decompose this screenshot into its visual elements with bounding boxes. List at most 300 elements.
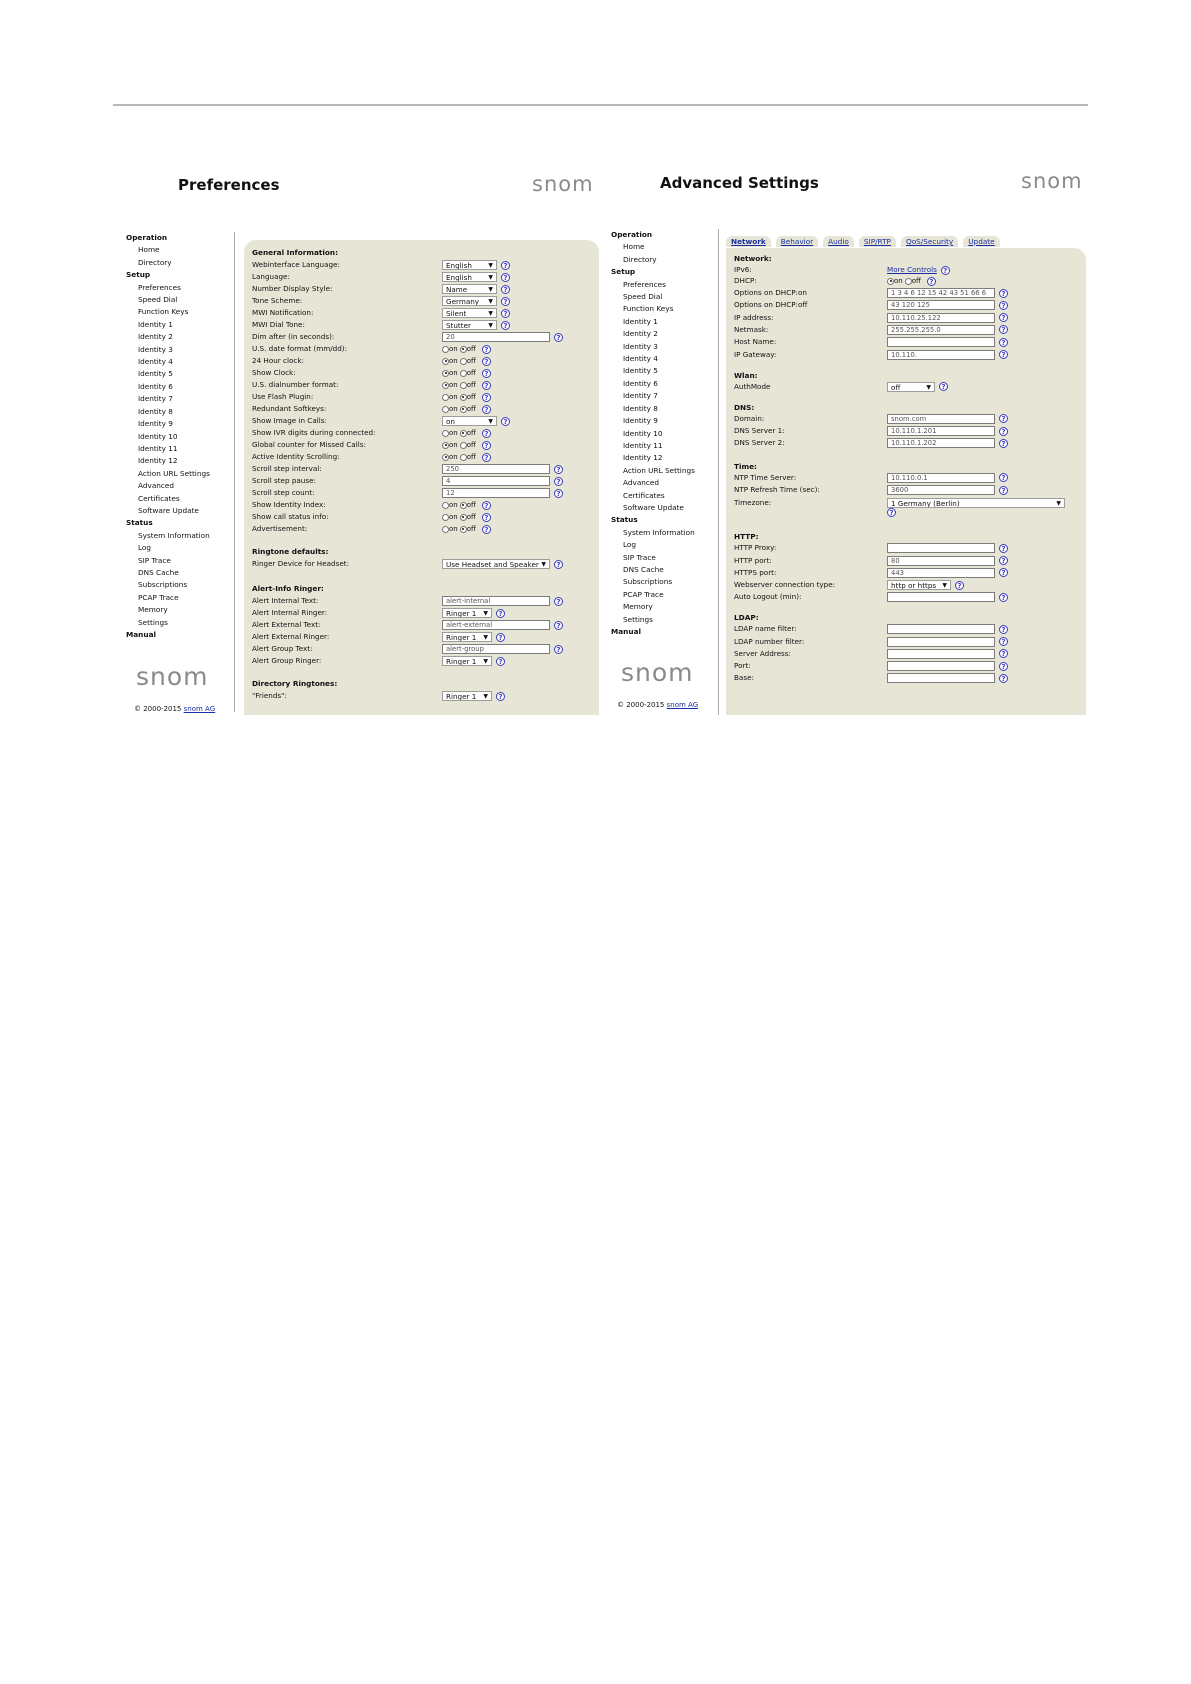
- field-label: IPv6:: [734, 265, 752, 274]
- select-friends[interactable]: [442, 691, 492, 701]
- help-icon[interactable]: ?: [999, 649, 1008, 658]
- help-icon[interactable]: ?: [999, 637, 1008, 646]
- form-row-dim-after-in-seconds: [252, 331, 595, 343]
- radio-off-label: off: [466, 525, 476, 533]
- chevron-down-icon: ▼: [483, 610, 488, 617]
- input-options-on-dhcp-off[interactable]: 43 120 125: [887, 300, 995, 310]
- radio-off[interactable]: [460, 514, 467, 521]
- page-title: Advanced Settings: [660, 174, 819, 192]
- help-icon[interactable]: ?: [482, 369, 491, 378]
- input-server-address[interactable]: [887, 649, 995, 659]
- tab-sip-rtp[interactable]: SIP/RTP: [859, 236, 896, 247]
- input-domain[interactable]: snom.com: [887, 414, 995, 424]
- select-number-display-style[interactable]: [442, 284, 497, 294]
- help-icon[interactable]: ?: [501, 261, 510, 270]
- form-row-alert-external-text: [252, 619, 595, 631]
- field-label: DHCP:: [734, 276, 757, 285]
- sidebar-item-identity-3[interactable]: Identity 3: [138, 344, 173, 354]
- sidebar-item-speed-dial[interactable]: Speed Dial: [623, 292, 663, 302]
- sidebar-item-settings[interactable]: Settings: [623, 614, 653, 624]
- radio-off[interactable]: [460, 454, 467, 461]
- radio-on[interactable]: [442, 394, 449, 401]
- help-icon[interactable]: ?: [482, 357, 491, 366]
- sidebar-item-home[interactable]: Home: [623, 242, 645, 252]
- field-control: [887, 591, 1008, 603]
- tab-behavior[interactable]: Behavior: [776, 236, 818, 247]
- sidebar-item-pcap-trace[interactable]: PCAP Trace: [623, 589, 664, 599]
- help-icon[interactable]: ?: [554, 477, 563, 486]
- select-mwi-notification[interactable]: [442, 308, 497, 318]
- field-control: [887, 567, 1008, 579]
- input-http-proxy[interactable]: [887, 543, 995, 553]
- sidebar-item-identity-3[interactable]: Identity 3: [623, 341, 658, 351]
- help-icon[interactable]: ?: [501, 273, 510, 282]
- sidebar-item-identity-4[interactable]: Identity 4: [138, 357, 173, 367]
- sidebar-item-identity-12[interactable]: Identity 12: [138, 456, 178, 466]
- input-dns-server-1[interactable]: 10.110.1.201: [887, 426, 995, 436]
- form-row-mwi-dial-tone: [252, 319, 595, 331]
- radio-off[interactable]: [460, 346, 467, 353]
- field-label: Ringer Device for Headset:: [252, 559, 350, 568]
- radio-on[interactable]: [442, 514, 449, 521]
- form-row-alert-external-ringer: [252, 631, 595, 643]
- more-controls-link[interactable]: More Controls: [887, 265, 937, 274]
- field-control: [442, 655, 505, 667]
- preferences-screenshot: [120, 150, 600, 715]
- input-ldap-name-filter[interactable]: [887, 624, 995, 634]
- snom-logo: snom: [532, 172, 594, 196]
- input-ldap-number-filter[interactable]: [887, 637, 995, 647]
- form-row-advertisement: [252, 523, 595, 535]
- field-label: LDAP number filter:: [734, 636, 805, 646]
- sidebar-item-memory[interactable]: Memory: [623, 602, 653, 612]
- form-row-base: [734, 672, 1082, 684]
- snom-logo: snom: [1021, 169, 1083, 193]
- select-value: Use Headset and Speaker: [446, 560, 539, 569]
- form-row-ntp-time-server: [734, 472, 1082, 484]
- sidebar-item-setup[interactable]: Setup: [126, 270, 151, 280]
- sidebar-item-identity-4[interactable]: Identity 4: [623, 354, 658, 364]
- help-icon[interactable]: ?: [999, 289, 1008, 298]
- authmode-select[interactable]: [887, 382, 935, 392]
- help-icon[interactable]: ?: [496, 609, 505, 618]
- radio-on[interactable]: [442, 358, 449, 365]
- sidebar-item-subscriptions[interactable]: Subscriptions: [623, 577, 673, 587]
- radio-on[interactable]: [442, 346, 449, 353]
- help-icon[interactable]: ?: [999, 338, 1008, 347]
- select-webinterface-language[interactable]: [442, 260, 497, 270]
- chevron-down-icon: ▼: [488, 310, 493, 317]
- help-icon[interactable]: ?: [927, 277, 936, 286]
- radio-on[interactable]: [442, 382, 449, 389]
- help-icon[interactable]: ?: [482, 453, 491, 462]
- input-auto-logout[interactable]: [887, 592, 995, 602]
- sidebar-item-identity-7[interactable]: Identity 7: [138, 394, 173, 404]
- tab-qos-security[interactable]: QoS/Security: [901, 236, 958, 247]
- input-base[interactable]: [887, 673, 995, 683]
- sidebar-item-preferences[interactable]: Preferences: [623, 279, 666, 289]
- sidebar-item-identity-11[interactable]: Identity 11: [623, 440, 663, 450]
- sidebar-item-software-update[interactable]: Software Update: [138, 505, 199, 515]
- field-label: LDAP name filter:: [734, 624, 797, 634]
- radio-off-label: off: [466, 345, 476, 353]
- help-icon[interactable]: ?: [554, 597, 563, 606]
- sidebar-item-certificates[interactable]: Certificates: [623, 490, 665, 500]
- field-control: [887, 472, 1008, 484]
- field-control: [442, 595, 563, 607]
- tab-audio[interactable]: Audio: [823, 236, 854, 247]
- help-icon[interactable]: ?: [496, 633, 505, 642]
- field-control: [442, 439, 491, 451]
- sidebar-item-identity-7[interactable]: Identity 7: [623, 391, 658, 401]
- field-control: [442, 283, 510, 295]
- select-alert-external-ringer[interactable]: [442, 632, 492, 642]
- input-alert-external-text[interactable]: alert-external: [442, 620, 550, 630]
- sidebar-item-identity-1[interactable]: Identity 1: [623, 316, 658, 326]
- footer-snom-logo: snom: [621, 658, 694, 687]
- field-label: Alert Internal Ringer:: [252, 608, 328, 617]
- help-icon[interactable]: ?: [482, 393, 491, 402]
- help-icon[interactable]: ?: [999, 568, 1008, 577]
- help-icon[interactable]: ?: [554, 489, 563, 498]
- tab-update[interactable]: Update: [963, 236, 999, 247]
- sidebar-item-identity-6[interactable]: Identity 6: [623, 378, 658, 388]
- field-label: MWI Notification:: [252, 308, 314, 317]
- field-control: [887, 349, 1008, 361]
- sidebar-nav: [126, 232, 236, 641]
- form-row-host-name: [734, 336, 1082, 348]
- dns-header: DNS:: [734, 402, 755, 412]
- sidebar-item-operation[interactable]: Operation: [126, 233, 168, 242]
- field-label: Alert Group Text:: [252, 644, 313, 653]
- select-value: Name: [446, 285, 468, 294]
- radio-off[interactable]: [460, 382, 467, 389]
- sidebar-item-dns-cache[interactable]: DNS Cache: [138, 567, 179, 577]
- form-row-netmask: [734, 324, 1082, 336]
- sidebar-item-identity-1[interactable]: Identity 1: [138, 319, 173, 329]
- help-icon[interactable]: ?: [482, 513, 491, 522]
- sidebar-item-subscriptions[interactable]: Subscriptions: [138, 580, 188, 590]
- input-ntp-refresh-time-sec[interactable]: 3600: [887, 485, 995, 495]
- sidebar-item-home[interactable]: Home: [138, 245, 160, 255]
- help-icon[interactable]: ?: [482, 345, 491, 354]
- field-label: Show Clock:: [252, 368, 296, 377]
- help-icon[interactable]: ?: [482, 525, 491, 534]
- help-icon[interactable]: ?: [482, 381, 491, 390]
- select-value: Silent: [446, 309, 467, 318]
- radio-on[interactable]: [442, 370, 449, 377]
- input-scroll-step-pause[interactable]: 4: [442, 476, 550, 486]
- input-scroll-step-count[interactable]: 12: [442, 488, 550, 498]
- select-tone-scheme[interactable]: [442, 296, 497, 306]
- sidebar-item-certificates[interactable]: Certificates: [138, 493, 180, 503]
- select-language[interactable]: [442, 272, 497, 282]
- sidebar-item-identity-2[interactable]: Identity 2: [623, 329, 658, 339]
- help-icon[interactable]: ?: [501, 321, 510, 330]
- input-https-port[interactable]: 443: [887, 568, 995, 578]
- radio-off[interactable]: [460, 394, 467, 401]
- copyright-link[interactable]: snom AG: [666, 701, 699, 709]
- form-row-alert-internal-text: [252, 595, 595, 607]
- help-icon[interactable]: ?: [554, 465, 563, 474]
- field-control: [442, 259, 510, 271]
- field-label: Base:: [734, 673, 754, 683]
- help-icon[interactable]: ?: [554, 560, 563, 569]
- help-icon[interactable]: ?: [554, 621, 563, 630]
- sidebar-item-identity-9[interactable]: Identity 9: [138, 419, 173, 429]
- field-control: [442, 319, 510, 331]
- select-value: English: [446, 273, 472, 282]
- page-title: Preferences: [178, 176, 280, 194]
- radio-off[interactable]: [460, 442, 467, 449]
- form-row-webinterface-language: [252, 259, 595, 271]
- help-icon[interactable]: ?: [482, 441, 491, 450]
- sidebar-item-action-url-settings[interactable]: Action URL Settings: [138, 468, 210, 478]
- field-label: Show Identity Index:: [252, 500, 326, 509]
- sidebar-item-identity-10[interactable]: Identity 10: [623, 428, 663, 438]
- field-control: [442, 487, 563, 499]
- sidebar-item-function-keys[interactable]: Function Keys: [138, 307, 189, 317]
- radio-on[interactable]: [442, 442, 449, 449]
- help-icon[interactable]: ?: [501, 285, 510, 294]
- radio-off[interactable]: [905, 278, 912, 285]
- help-icon[interactable]: ?: [939, 382, 948, 391]
- help-icon[interactable]: ?: [999, 301, 1008, 310]
- sidebar-item-identity-8[interactable]: Identity 8: [138, 406, 173, 416]
- radio-on-label: on: [449, 393, 458, 401]
- sidebar-item-identity-11[interactable]: Identity 11: [138, 443, 178, 453]
- radio-off[interactable]: [460, 430, 467, 437]
- help-icon[interactable]: ?: [999, 593, 1008, 602]
- field-control: [887, 579, 964, 591]
- form-row-autologout: [734, 591, 1082, 603]
- help-icon[interactable]: ?: [554, 333, 563, 342]
- wlan-header: Wlan:: [734, 370, 758, 380]
- form-row-use-flash-plugin: [252, 391, 595, 403]
- alert-info-ringer-header: Alert-Info Ringer:: [252, 584, 324, 593]
- sidebar-item-settings[interactable]: Settings: [138, 617, 168, 627]
- field-control: [442, 391, 491, 403]
- help-icon[interactable]: ?: [999, 662, 1008, 671]
- sidebar-item-advanced[interactable]: Advanced: [623, 478, 660, 488]
- form-row-mwi-notification: [252, 307, 595, 319]
- timezone-select[interactable]: [887, 498, 1065, 508]
- field-label: Port:: [734, 661, 751, 671]
- sidebar-item-system-information[interactable]: System Information: [623, 527, 695, 537]
- sidebar-item-identity-8[interactable]: Identity 8: [623, 403, 658, 413]
- ldap-header: LDAP:: [734, 613, 759, 623]
- sidebar-item-sip-trace[interactable]: SIP Trace: [623, 552, 656, 562]
- sidebar-item-identity-2[interactable]: Identity 2: [138, 332, 173, 342]
- radio-off-label: off: [466, 357, 476, 365]
- form-row-scroll-step-pause: [252, 475, 595, 487]
- field-label: DNS Server 2:: [734, 438, 785, 448]
- form-row-show-ivr-digits-during-connected: [252, 427, 595, 439]
- preferences-form-panel: [244, 240, 599, 715]
- radio-off[interactable]: [460, 526, 467, 533]
- form-row-https-port: [734, 567, 1082, 579]
- sidebar-item-action-url-settings[interactable]: Action URL Settings: [623, 465, 695, 475]
- radio-on[interactable]: [442, 454, 449, 461]
- help-icon[interactable]: ?: [496, 692, 505, 701]
- field-label: Alert Internal Text:: [252, 596, 319, 605]
- field-label: Redundant Softkeys:: [252, 404, 327, 413]
- select-show-image-in-calls[interactable]: [442, 416, 497, 426]
- help-icon[interactable]: ?: [941, 266, 950, 275]
- radio-off-label: off: [466, 369, 476, 377]
- sidebar-item-identity-6[interactable]: Identity 6: [138, 381, 173, 391]
- sidebar-item-dns-cache[interactable]: DNS Cache: [623, 564, 664, 574]
- sidebar-item-speed-dial[interactable]: Speed Dial: [138, 295, 178, 305]
- field-label: Webinterface Language:: [252, 260, 340, 269]
- help-icon[interactable]: ?: [999, 556, 1008, 565]
- radio-off[interactable]: [460, 358, 467, 365]
- field-label: "Friends":: [252, 691, 287, 700]
- sidebar-item-setup[interactable]: Setup: [611, 267, 636, 277]
- radio-on-label: on: [894, 277, 903, 285]
- field-control: [887, 497, 1065, 518]
- help-icon[interactable]: ?: [999, 486, 1008, 495]
- field-label: IP Gateway:: [734, 349, 777, 359]
- chevron-down-icon: ▼: [483, 634, 488, 641]
- field-label: Use Flash Plugin:: [252, 392, 314, 401]
- sidebar-item-identity-9[interactable]: Identity 9: [623, 416, 658, 426]
- sidebar-item-identity-5[interactable]: Identity 5: [138, 369, 173, 379]
- sidebar-item-manual[interactable]: Manual: [611, 627, 641, 636]
- sidebar-item-advanced[interactable]: Advanced: [138, 481, 175, 491]
- help-icon[interactable]: ?: [554, 645, 563, 654]
- form-row-show-identity-index: [252, 499, 595, 511]
- input-ip-address[interactable]: 10.110.25.122: [887, 313, 995, 323]
- field-label: Tone Scheme:: [252, 296, 303, 305]
- sidebar-item-status[interactable]: Status: [611, 515, 638, 525]
- help-icon[interactable]: ?: [482, 405, 491, 414]
- radio-off[interactable]: [460, 370, 467, 377]
- sidebar-item-system-information[interactable]: System Information: [138, 530, 210, 540]
- help-icon[interactable]: ?: [999, 414, 1008, 423]
- input-port[interactable]: [887, 661, 995, 671]
- time-header: Time:: [734, 461, 757, 471]
- input-options-on-dhcp-on[interactable]: 1 3 4 6 12 15 42 43 51 66 6: [887, 288, 995, 298]
- sidebar-item-sip-trace[interactable]: SIP Trace: [138, 555, 171, 565]
- help-icon[interactable]: ?: [482, 429, 491, 438]
- input-dns-server-2[interactable]: 10.110.1.202: [887, 438, 995, 448]
- field-label: HTTP port:: [734, 555, 772, 565]
- sidebar-item-memory[interactable]: Memory: [138, 605, 168, 615]
- input-ntp-time-server[interactable]: 10.110.0.1: [887, 473, 995, 483]
- field-control: [887, 413, 1008, 425]
- help-icon[interactable]: ?: [999, 325, 1008, 334]
- help-icon[interactable]: ?: [999, 350, 1008, 359]
- radio-on-label: on: [449, 453, 458, 461]
- help-icon[interactable]: ?: [999, 313, 1008, 322]
- input-alert-group-text[interactable]: alert-group: [442, 644, 550, 654]
- field-control: [887, 484, 1008, 496]
- sidebar-item-preferences[interactable]: Preferences: [138, 282, 181, 292]
- sidebar-item-identity-5[interactable]: Identity 5: [623, 366, 658, 376]
- input-alert-internal-text[interactable]: alert-internal: [442, 596, 550, 606]
- select-value: Ringer 1: [446, 633, 477, 642]
- select-ringer-device-for-headset[interactable]: [442, 559, 550, 569]
- sidebar-item-status[interactable]: Status: [126, 518, 153, 528]
- sidebar-item-function-keys[interactable]: Function Keys: [623, 304, 674, 314]
- copyright-link[interactable]: snom AG: [183, 705, 216, 713]
- input-host-name[interactable]: [887, 337, 995, 347]
- field-control: [442, 558, 563, 570]
- input-http-port[interactable]: 80: [887, 556, 995, 566]
- sidebar-item-identity-10[interactable]: Identity 10: [138, 431, 178, 441]
- help-icon[interactable]: ?: [482, 501, 491, 510]
- radio-on[interactable]: [442, 526, 449, 533]
- help-icon[interactable]: ?: [955, 581, 964, 590]
- radio-on[interactable]: [442, 502, 449, 509]
- sidebar-item-identity-12[interactable]: Identity 12: [623, 453, 663, 463]
- help-icon[interactable]: ?: [501, 309, 510, 318]
- radio-off[interactable]: [460, 406, 467, 413]
- field-label: Show Image in Calls:: [252, 416, 327, 425]
- radio-on[interactable]: [442, 430, 449, 437]
- field-label: Dim after (in seconds):: [252, 332, 335, 341]
- chevron-down-icon: ▼: [488, 322, 493, 329]
- input-dim-after-in-seconds[interactable]: 20: [442, 332, 550, 342]
- help-icon[interactable]: ?: [999, 674, 1008, 683]
- input-ip-gateway[interactable]: 10.110.: [887, 350, 995, 360]
- sidebar-item-directory[interactable]: Directory: [623, 254, 657, 264]
- input-netmask[interactable]: 255.255.255.0: [887, 325, 995, 335]
- chevron-down-icon: ▼: [483, 693, 488, 700]
- select-alert-internal-ringer[interactable]: [442, 608, 492, 618]
- form-row-show-clock: [252, 367, 595, 379]
- help-icon[interactable]: ?: [501, 417, 510, 426]
- help-icon[interactable]: ?: [999, 427, 1008, 436]
- sidebar-item-operation[interactable]: Operation: [611, 230, 653, 239]
- form-row-ip-address: [734, 312, 1082, 324]
- help-icon[interactable]: ?: [999, 544, 1008, 553]
- sidebar-item-software-update[interactable]: Software Update: [623, 502, 684, 512]
- select-alert-group-ringer[interactable]: [442, 656, 492, 666]
- radio-off[interactable]: [460, 502, 467, 509]
- form-row-options-on-dhcp-off: [734, 299, 1082, 311]
- radio-off-label: off: [466, 381, 476, 389]
- help-icon[interactable]: ?: [887, 508, 896, 517]
- field-label: Advertisement:: [252, 524, 308, 533]
- field-label: Alert Group Ringer:: [252, 656, 322, 665]
- field-control: [442, 499, 491, 511]
- help-icon[interactable]: ?: [496, 657, 505, 666]
- field-control: [442, 295, 510, 307]
- radio-on[interactable]: [887, 278, 894, 285]
- help-icon[interactable]: ?: [999, 625, 1008, 634]
- sidebar-item-manual[interactable]: Manual: [126, 630, 156, 639]
- input-scroll-step-interval[interactable]: 250: [442, 464, 550, 474]
- sidebar-item-directory[interactable]: Directory: [138, 257, 172, 267]
- select-mwi-dial-tone[interactable]: [442, 320, 497, 330]
- sidebar-item-log[interactable]: Log: [623, 540, 637, 550]
- chevron-down-icon: ▼: [488, 286, 493, 293]
- radio-on[interactable]: [442, 406, 449, 413]
- help-icon[interactable]: ?: [999, 439, 1008, 448]
- help-icon[interactable]: ?: [501, 297, 510, 306]
- tab-network[interactable]: Network: [726, 236, 771, 247]
- field-control: [442, 343, 491, 355]
- radio-off-label: off: [466, 441, 476, 449]
- chevron-down-icon: ▼: [488, 418, 493, 425]
- sidebar-item-log[interactable]: Log: [138, 543, 152, 553]
- help-icon[interactable]: ?: [999, 473, 1008, 482]
- sidebar-item-pcap-trace[interactable]: PCAP Trace: [138, 592, 179, 602]
- webserver-select[interactable]: [887, 580, 951, 590]
- sidebar-nav: [611, 229, 721, 638]
